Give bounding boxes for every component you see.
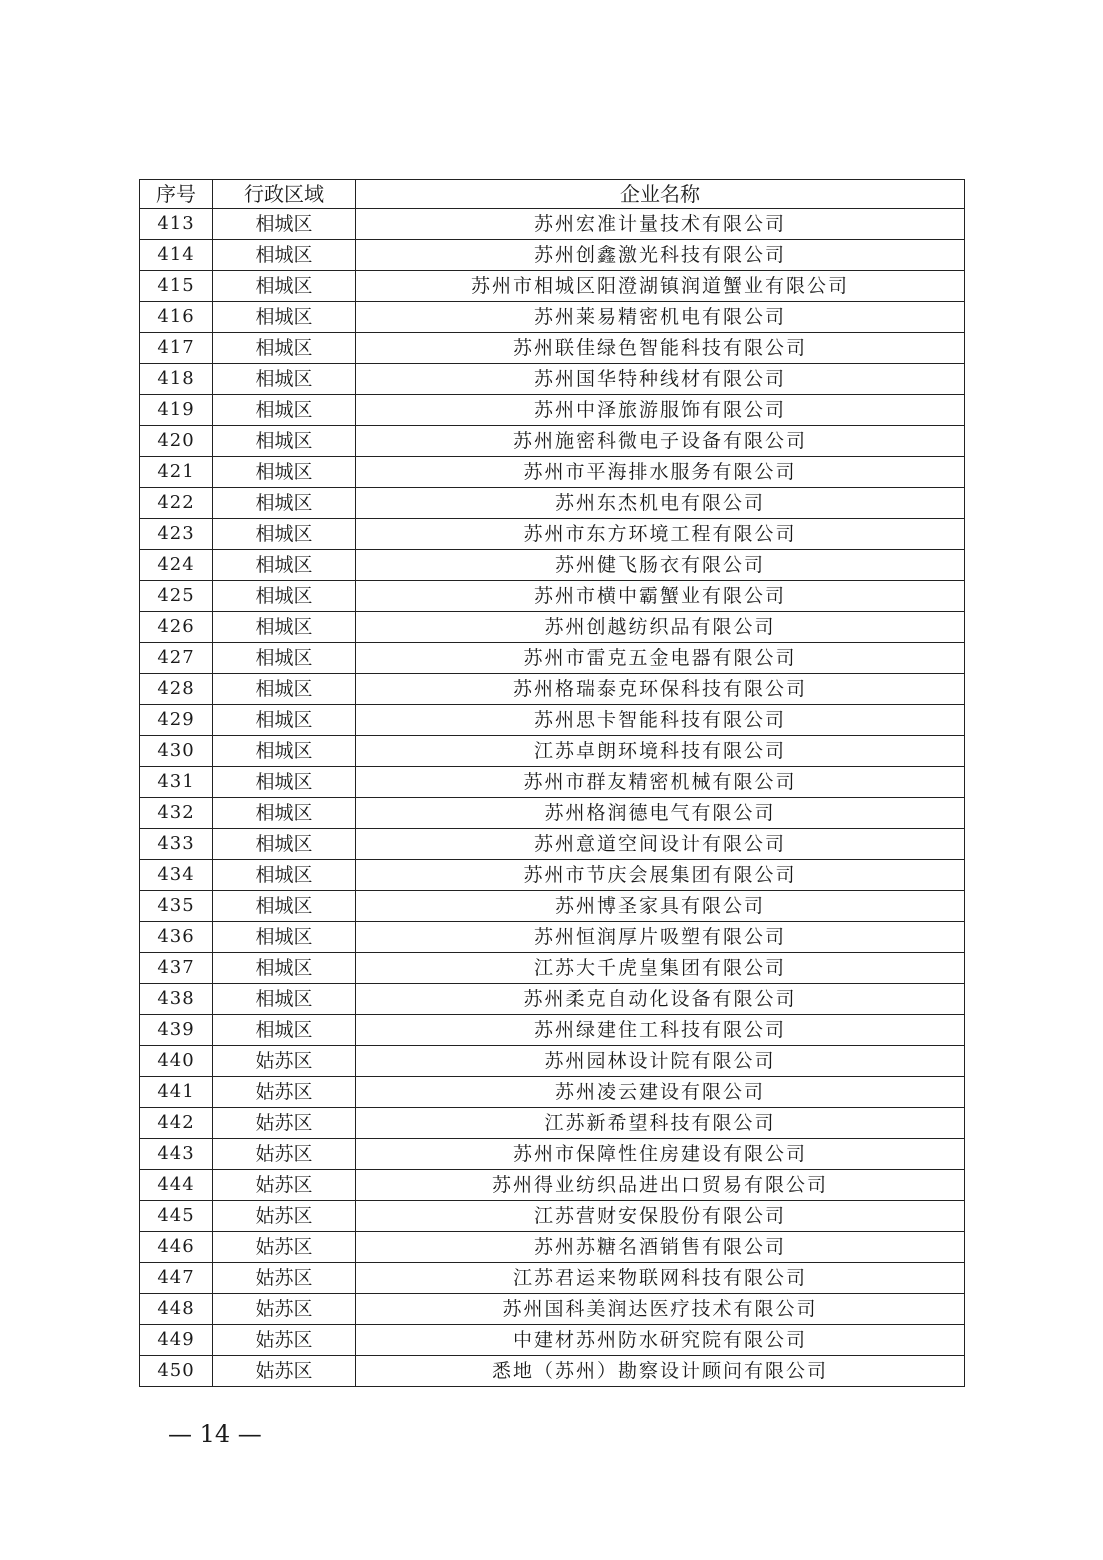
cell-district: 姑苏区 <box>213 1201 356 1232</box>
cell-district: 相城区 <box>213 736 356 767</box>
table-body <box>140 209 965 1387</box>
table-row <box>140 705 965 736</box>
cell-serial-number: 431 <box>140 767 213 798</box>
cell-district: 姑苏区 <box>213 1263 356 1294</box>
cell-company-name: 苏州创越纺织品有限公司 <box>356 612 965 643</box>
cell-company-name: 江苏大千虎皇集团有限公司 <box>356 953 965 984</box>
cell-serial-number: 442 <box>140 1108 213 1139</box>
cell-company-name: 苏州市东方环境工程有限公司 <box>356 519 965 550</box>
cell-district: 相城区 <box>213 581 356 612</box>
cell-serial-number: 432 <box>140 798 213 829</box>
table-row <box>140 953 965 984</box>
table-row <box>140 209 965 240</box>
table-row <box>140 333 965 364</box>
table-row <box>140 1294 965 1325</box>
cell-serial-number: 429 <box>140 705 213 736</box>
cell-company-name: 苏州格瑞泰克环保科技有限公司 <box>356 674 965 705</box>
cell-district: 姑苏区 <box>213 1325 356 1356</box>
table-row <box>140 922 965 953</box>
cell-district: 姑苏区 <box>213 1356 356 1387</box>
cell-district: 姑苏区 <box>213 1108 356 1139</box>
cell-serial-number: 423 <box>140 519 213 550</box>
cell-district: 相城区 <box>213 767 356 798</box>
cell-district: 姑苏区 <box>213 1232 356 1263</box>
cell-district: 相城区 <box>213 922 356 953</box>
cell-serial-number: 426 <box>140 612 213 643</box>
table-row <box>140 984 965 1015</box>
table-row <box>140 302 965 333</box>
cell-serial-number: 445 <box>140 1201 213 1232</box>
cell-company-name: 苏州意道空间设计有限公司 <box>356 829 965 860</box>
cell-district: 相城区 <box>213 984 356 1015</box>
table-row <box>140 240 965 271</box>
table-row <box>140 860 965 891</box>
table-row <box>140 1232 965 1263</box>
cell-company-name: 苏州柔克自动化设备有限公司 <box>356 984 965 1015</box>
table-row <box>140 1015 965 1046</box>
header-company-name: 企业名称 <box>356 180 965 209</box>
cell-serial-number: 416 <box>140 302 213 333</box>
cell-company-name: 苏州市节庆会展集团有限公司 <box>356 860 965 891</box>
table-row <box>140 798 965 829</box>
cell-company-name: 苏州国华特种线材有限公司 <box>356 364 965 395</box>
cell-serial-number: 419 <box>140 395 213 426</box>
header-district: 行政区域 <box>213 180 356 209</box>
cell-serial-number: 427 <box>140 643 213 674</box>
cell-company-name: 苏州市平海排水服务有限公司 <box>356 457 965 488</box>
cell-serial-number: 421 <box>140 457 213 488</box>
table-row <box>140 1108 965 1139</box>
table-row <box>140 519 965 550</box>
table-row <box>140 1139 965 1170</box>
cell-company-name: 苏州恒润厚片吸塑有限公司 <box>356 922 965 953</box>
cell-district: 姑苏区 <box>213 1294 356 1325</box>
table-row <box>140 271 965 302</box>
cell-company-name: 苏州宏准计量技术有限公司 <box>356 209 965 240</box>
table-row <box>140 581 965 612</box>
cell-company-name: 苏州市群友精密机械有限公司 <box>356 767 965 798</box>
cell-company-name: 苏州格润德电气有限公司 <box>356 798 965 829</box>
cell-serial-number: 443 <box>140 1139 213 1170</box>
cell-district: 相城区 <box>213 612 356 643</box>
table-row <box>140 736 965 767</box>
cell-district: 相城区 <box>213 519 356 550</box>
table-row <box>140 457 965 488</box>
cell-serial-number: 438 <box>140 984 213 1015</box>
cell-serial-number: 418 <box>140 364 213 395</box>
cell-company-name: 苏州健飞肠衣有限公司 <box>356 550 965 581</box>
cell-district: 相城区 <box>213 860 356 891</box>
cell-serial-number: 430 <box>140 736 213 767</box>
table-row <box>140 488 965 519</box>
cell-serial-number: 436 <box>140 922 213 953</box>
cell-district: 相城区 <box>213 891 356 922</box>
cell-serial-number: 444 <box>140 1170 213 1201</box>
cell-company-name: 苏州莱易精密机电有限公司 <box>356 302 965 333</box>
cell-district: 姑苏区 <box>213 1077 356 1108</box>
cell-serial-number: 425 <box>140 581 213 612</box>
cell-district: 相城区 <box>213 209 356 240</box>
cell-company-name: 苏州市雷克五金电器有限公司 <box>356 643 965 674</box>
cell-serial-number: 434 <box>140 860 213 891</box>
table-row <box>140 1046 965 1077</box>
cell-company-name: 苏州园林设计院有限公司 <box>356 1046 965 1077</box>
cell-district: 姑苏区 <box>213 1170 356 1201</box>
cell-serial-number: 440 <box>140 1046 213 1077</box>
table-row <box>140 643 965 674</box>
cell-serial-number: 413 <box>140 209 213 240</box>
cell-serial-number: 441 <box>140 1077 213 1108</box>
table-row <box>140 364 965 395</box>
cell-serial-number: 428 <box>140 674 213 705</box>
cell-district: 相城区 <box>213 643 356 674</box>
header-serial-number: 序号 <box>140 180 213 209</box>
cell-district: 相城区 <box>213 364 356 395</box>
cell-serial-number: 417 <box>140 333 213 364</box>
table-row <box>140 395 965 426</box>
cell-company-name: 苏州得业纺织品进出口贸易有限公司 <box>356 1170 965 1201</box>
table-row <box>140 891 965 922</box>
cell-district: 姑苏区 <box>213 1139 356 1170</box>
table-row <box>140 829 965 860</box>
cell-company-name: 苏州市横中霸蟹业有限公司 <box>356 581 965 612</box>
cell-district: 相城区 <box>213 674 356 705</box>
cell-district: 相城区 <box>213 457 356 488</box>
table-row <box>140 1077 965 1108</box>
cell-district: 相城区 <box>213 705 356 736</box>
cell-company-name: 苏州凌云建设有限公司 <box>356 1077 965 1108</box>
cell-district: 相城区 <box>213 333 356 364</box>
cell-company-name: 苏州联佳绿色智能科技有限公司 <box>356 333 965 364</box>
cell-serial-number: 424 <box>140 550 213 581</box>
cell-district: 相城区 <box>213 550 356 581</box>
cell-serial-number: 448 <box>140 1294 213 1325</box>
cell-district: 相城区 <box>213 1015 356 1046</box>
table-header-row <box>140 180 965 209</box>
cell-company-name: 江苏卓朗环境科技有限公司 <box>356 736 965 767</box>
enterprise-table <box>139 179 965 1387</box>
cell-district: 姑苏区 <box>213 1046 356 1077</box>
cell-company-name: 苏州思卡智能科技有限公司 <box>356 705 965 736</box>
table-row <box>140 1263 965 1294</box>
cell-serial-number: 446 <box>140 1232 213 1263</box>
table-row <box>140 674 965 705</box>
cell-serial-number: 447 <box>140 1263 213 1294</box>
cell-district: 相城区 <box>213 798 356 829</box>
table-row <box>140 550 965 581</box>
cell-district: 相城区 <box>213 302 356 333</box>
cell-company-name: 苏州中泽旅游服饰有限公司 <box>356 395 965 426</box>
cell-company-name: 江苏君运来物联网科技有限公司 <box>356 1263 965 1294</box>
cell-serial-number: 449 <box>140 1325 213 1356</box>
cell-company-name: 苏州东杰机电有限公司 <box>356 488 965 519</box>
cell-company-name: 苏州创鑫激光科技有限公司 <box>356 240 965 271</box>
cell-district: 相城区 <box>213 488 356 519</box>
cell-district: 相城区 <box>213 829 356 860</box>
table-row <box>140 1356 965 1387</box>
cell-district: 相城区 <box>213 953 356 984</box>
cell-district: 相城区 <box>213 271 356 302</box>
cell-company-name: 中建材苏州防水研究院有限公司 <box>356 1325 965 1356</box>
cell-company-name: 苏州施密科微电子设备有限公司 <box>356 426 965 457</box>
table-row <box>140 426 965 457</box>
cell-district: 相城区 <box>213 426 356 457</box>
cell-serial-number: 437 <box>140 953 213 984</box>
cell-serial-number: 433 <box>140 829 213 860</box>
cell-company-name: 苏州市相城区阳澄湖镇润道蟹业有限公司 <box>356 271 965 302</box>
table-row <box>140 612 965 643</box>
table-row <box>140 1201 965 1232</box>
cell-company-name: 苏州国科美润达医疗技术有限公司 <box>356 1294 965 1325</box>
cell-serial-number: 420 <box>140 426 213 457</box>
cell-serial-number: 415 <box>140 271 213 302</box>
table-row <box>140 1325 965 1356</box>
table-row <box>140 1170 965 1201</box>
cell-serial-number: 450 <box>140 1356 213 1387</box>
cell-company-name: 苏州绿建住工科技有限公司 <box>356 1015 965 1046</box>
cell-serial-number: 435 <box>140 891 213 922</box>
cell-company-name: 苏州博圣家具有限公司 <box>356 891 965 922</box>
cell-company-name: 江苏新希望科技有限公司 <box>356 1108 965 1139</box>
cell-company-name: 苏州苏糖名酒销售有限公司 <box>356 1232 965 1263</box>
cell-company-name: 悉地（苏州）勘察设计顾问有限公司 <box>356 1356 965 1387</box>
table-row <box>140 767 965 798</box>
cell-company-name: 江苏营财安保股份有限公司 <box>356 1201 965 1232</box>
cell-district: 相城区 <box>213 395 356 426</box>
cell-serial-number: 414 <box>140 240 213 271</box>
page-number: — 14 — <box>168 1420 262 1448</box>
cell-company-name: 苏州市保障性住房建设有限公司 <box>356 1139 965 1170</box>
cell-serial-number: 439 <box>140 1015 213 1046</box>
cell-serial-number: 422 <box>140 488 213 519</box>
cell-district: 相城区 <box>213 240 356 271</box>
